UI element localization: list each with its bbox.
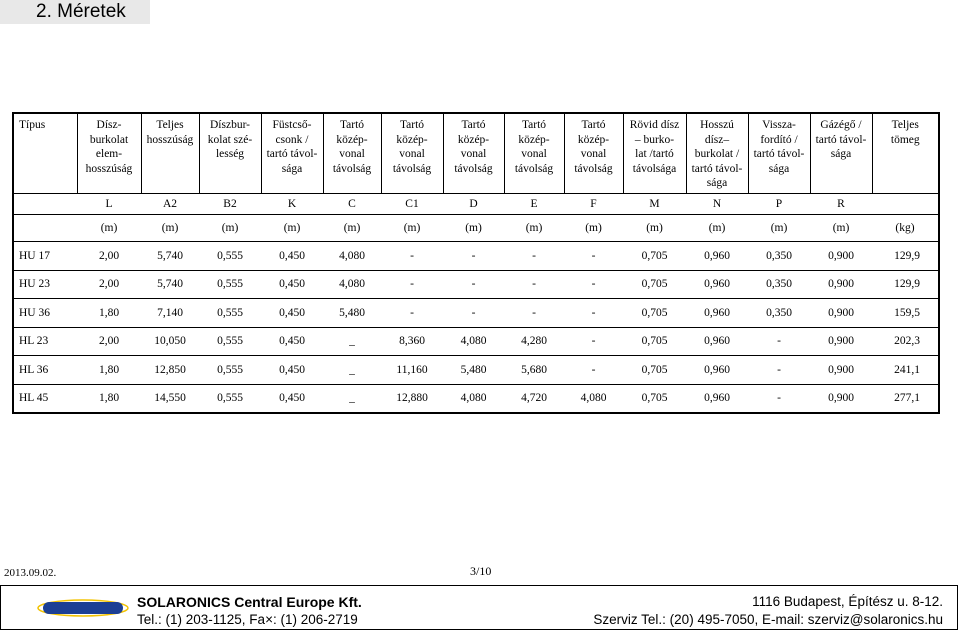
unit-cell: (m) bbox=[564, 215, 623, 242]
table-cell: 0,705 bbox=[623, 327, 686, 356]
table-cell: 5,740 bbox=[141, 270, 199, 299]
column-header bbox=[686, 113, 748, 194]
table-cell: 0,705 bbox=[623, 299, 686, 328]
table-cell: - bbox=[443, 242, 504, 271]
unit-cell: (m) bbox=[810, 215, 872, 242]
table-cell: 0,350 bbox=[748, 242, 810, 271]
model-name: HU 36 bbox=[13, 299, 77, 328]
column-header-line: hosszúság bbox=[85, 162, 133, 175]
table-cell: 0,555 bbox=[199, 270, 261, 299]
table-cell: 129,9 bbox=[872, 270, 939, 299]
table-cell: - bbox=[381, 299, 443, 328]
column-header-line: Díszbur- bbox=[209, 119, 250, 131]
dimension-code: F bbox=[564, 194, 623, 215]
table-cell: 0,960 bbox=[686, 242, 748, 271]
table-cell: _ bbox=[323, 384, 381, 413]
table-cell: 4,280 bbox=[504, 327, 564, 356]
service-contact: Szerviz Tel.: (20) 495-7050, E-mail: szerviz@solaronics.hu bbox=[593, 612, 943, 627]
column-header bbox=[77, 113, 141, 194]
table-cell: 2,00 bbox=[77, 242, 141, 271]
dimension-code: R bbox=[810, 194, 872, 215]
unit-cell: (m) bbox=[77, 215, 141, 242]
table-cell: _ bbox=[323, 356, 381, 385]
model-name: HL 45 bbox=[13, 384, 77, 413]
column-header-line: dísz– bbox=[704, 133, 730, 146]
dimension-code: A2 bbox=[141, 194, 199, 215]
column-header-line: elem- bbox=[95, 148, 123, 160]
table-cell: 4,720 bbox=[504, 384, 564, 413]
table-cell: - bbox=[748, 327, 810, 356]
table-cell: 0,960 bbox=[686, 356, 748, 385]
column-header-line: lesség bbox=[215, 148, 245, 160]
table-cell: 0,555 bbox=[199, 299, 261, 328]
column-header-line: Teljes bbox=[156, 119, 184, 131]
table-cell: - bbox=[564, 242, 623, 271]
unit-cell: (m) bbox=[261, 215, 323, 242]
dimension-code: P bbox=[748, 194, 810, 215]
table-cell: 0,900 bbox=[810, 356, 872, 385]
column-header-line: Vissza- bbox=[762, 119, 796, 131]
column-header bbox=[564, 113, 623, 194]
table-cell: - bbox=[564, 299, 623, 328]
column-header-line: kolat szé- bbox=[207, 133, 253, 146]
column-header-line: lat /tartó bbox=[635, 148, 674, 160]
column-header-line: távolság bbox=[332, 162, 372, 175]
table-cell: 0,555 bbox=[199, 384, 261, 413]
header-row bbox=[13, 113, 939, 194]
table-cell: 0,960 bbox=[686, 270, 748, 299]
table-cell: 0,900 bbox=[810, 327, 872, 356]
column-header bbox=[141, 113, 199, 194]
column-header-line: Füstcső- bbox=[272, 119, 312, 131]
company-name: SOLARONICS Central Europe Kft. bbox=[137, 594, 362, 610]
column-header-line: távolság bbox=[574, 162, 613, 175]
table-cell: 12,880 bbox=[381, 384, 443, 413]
column-header-line: tartó távol- bbox=[691, 162, 743, 175]
column-header-line: távolság bbox=[514, 162, 554, 175]
column-header-line: közép- bbox=[457, 133, 490, 146]
column-header-line: közép- bbox=[518, 133, 550, 146]
column-header-line: távolság bbox=[392, 162, 432, 175]
column-header-line: Dísz- bbox=[96, 119, 122, 131]
column-header-line: tartó távol- bbox=[753, 148, 805, 160]
table-cell: 0,960 bbox=[686, 327, 748, 356]
table-cell: 241,1 bbox=[872, 356, 939, 385]
table-cell: 2,00 bbox=[77, 327, 141, 356]
unit-cell bbox=[13, 215, 77, 242]
unit-cell: (m) bbox=[323, 215, 381, 242]
page-number: 3/10 bbox=[470, 564, 492, 578]
unit-cell: (m) bbox=[686, 215, 748, 242]
column-header-line: sága bbox=[768, 162, 790, 175]
column-header-line: Hosszú bbox=[700, 119, 734, 131]
dimension-code bbox=[13, 194, 77, 215]
table-cell: 5,680 bbox=[504, 356, 564, 385]
column-header-line: távolsága bbox=[632, 162, 677, 175]
column-header-line: hosszúság bbox=[146, 133, 194, 146]
table-cell: - bbox=[748, 356, 810, 385]
table-cell: - bbox=[564, 270, 623, 299]
column-header bbox=[13, 113, 77, 194]
column-header bbox=[323, 113, 381, 194]
unit-row bbox=[13, 215, 939, 242]
table-row bbox=[13, 270, 939, 299]
dimension-code: C1 bbox=[381, 194, 443, 215]
column-header-line: távolság bbox=[454, 162, 493, 175]
table-row bbox=[13, 384, 939, 413]
column-header bbox=[261, 113, 323, 194]
table-cell: 4,080 bbox=[443, 327, 504, 356]
table-cell: - bbox=[504, 242, 564, 271]
table-cell: 0,960 bbox=[686, 299, 748, 328]
column-header-line: Gázégő / bbox=[820, 119, 862, 131]
column-header-line: Teljes bbox=[891, 119, 919, 131]
column-header bbox=[623, 113, 686, 194]
table-cell: 4,080 bbox=[323, 270, 381, 299]
table-cell: 5,480 bbox=[323, 299, 381, 328]
column-header-line: vonal bbox=[580, 148, 607, 160]
table-cell: 202,3 bbox=[872, 327, 939, 356]
column-header-line: burkolat / bbox=[694, 148, 740, 160]
table-cell: 10,050 bbox=[141, 327, 199, 356]
footer-date: 2013.09.02. bbox=[4, 567, 57, 579]
column-header bbox=[504, 113, 564, 194]
column-header-line: tartó távol- bbox=[815, 133, 867, 146]
table-cell: 0,350 bbox=[748, 299, 810, 328]
unit-cell: (m) bbox=[748, 215, 810, 242]
table-cell: 5,480 bbox=[443, 356, 504, 385]
code-row bbox=[13, 194, 939, 215]
model-name: HL 36 bbox=[13, 356, 77, 385]
table-cell: 0,900 bbox=[810, 242, 872, 271]
table-cell: 2,00 bbox=[77, 270, 141, 299]
table-cell: 0,705 bbox=[623, 242, 686, 271]
column-header bbox=[199, 113, 261, 194]
column-header-line: sága bbox=[830, 148, 852, 160]
unit-cell: (kg) bbox=[872, 215, 939, 242]
table-cell: - bbox=[564, 327, 623, 356]
column-header-line: Tartó bbox=[399, 119, 425, 131]
column-header-line: sága bbox=[281, 162, 303, 175]
table-cell: 7,140 bbox=[141, 299, 199, 328]
column-header-line: Tartó bbox=[521, 119, 547, 131]
table-row bbox=[13, 242, 939, 271]
company-address: 1116 Budapest, Építész u. 8-12. bbox=[752, 594, 943, 609]
column-header-line: vonal bbox=[339, 148, 365, 160]
table-cell: - bbox=[504, 270, 564, 299]
table-cell: 0,705 bbox=[623, 356, 686, 385]
unit-cell: (m) bbox=[443, 215, 504, 242]
column-header-line: Tartó bbox=[581, 119, 606, 131]
table-cell: 0,705 bbox=[623, 270, 686, 299]
dimension-code: L bbox=[77, 194, 141, 215]
table-cell: 0,960 bbox=[686, 384, 748, 413]
column-header-line: tartó távol- bbox=[266, 148, 318, 160]
column-header-line: burkolat bbox=[89, 133, 129, 146]
table-cell: - bbox=[381, 242, 443, 271]
column-header-line: közép- bbox=[396, 133, 428, 146]
table-cell: 12,850 bbox=[141, 356, 199, 385]
table-cell: 129,9 bbox=[872, 242, 939, 271]
table-cell: - bbox=[381, 270, 443, 299]
dimension-code: N bbox=[686, 194, 748, 215]
table-cell: 1,80 bbox=[77, 384, 141, 413]
table-cell: 1,80 bbox=[77, 299, 141, 328]
solaronics-logo-icon bbox=[37, 599, 129, 617]
column-header bbox=[443, 113, 504, 194]
table-cell: 159,5 bbox=[872, 299, 939, 328]
column-header-line: – burko- bbox=[634, 133, 675, 146]
column-header-line: Rövid dísz bbox=[629, 119, 680, 131]
column-header-line: csonk / bbox=[275, 133, 309, 146]
table-cell: 0,350 bbox=[748, 270, 810, 299]
table-row bbox=[13, 327, 939, 356]
model-name: HL 23 bbox=[13, 327, 77, 356]
column-header-line: közép- bbox=[577, 133, 610, 146]
section-heading: 2. Méretek bbox=[0, 0, 150, 24]
dimension-code: D bbox=[443, 194, 504, 215]
table-cell: 4,080 bbox=[443, 384, 504, 413]
footer-contact-box bbox=[0, 585, 958, 630]
model-name: HU 17 bbox=[13, 242, 77, 271]
dimension-code: B2 bbox=[199, 194, 261, 215]
column-header-line: tömeg bbox=[890, 133, 920, 146]
table-cell: 1,80 bbox=[77, 356, 141, 385]
unit-cell: (m) bbox=[381, 215, 443, 242]
column-header-line: Tartó bbox=[461, 119, 486, 131]
table-cell: 0,450 bbox=[261, 270, 323, 299]
dimension-code: M bbox=[623, 194, 686, 215]
table-cell: 5,740 bbox=[141, 242, 199, 271]
column-header bbox=[748, 113, 810, 194]
table-row bbox=[13, 299, 939, 328]
column-header bbox=[872, 113, 939, 194]
unit-cell: (m) bbox=[623, 215, 686, 242]
table-cell: 277,1 bbox=[872, 384, 939, 413]
column-header-line: vonal bbox=[399, 148, 425, 160]
table-row bbox=[13, 356, 939, 385]
table-cell: 0,900 bbox=[810, 299, 872, 328]
table-cell: 0,450 bbox=[261, 242, 323, 271]
column-header-line: vonal bbox=[521, 148, 547, 160]
table-cell: 0,705 bbox=[623, 384, 686, 413]
dimension-code: C bbox=[323, 194, 381, 215]
company-phone: Tel.: (1) 203-1125, Fa×: (1) 206-2719 bbox=[137, 612, 358, 627]
column-header-line: sága bbox=[706, 177, 728, 189]
table-cell: - bbox=[504, 299, 564, 328]
unit-cell: (m) bbox=[199, 215, 261, 242]
column-header-line: fordító / bbox=[760, 133, 798, 146]
table-cell: _ bbox=[323, 327, 381, 356]
dimension-code: K bbox=[261, 194, 323, 215]
dimensions-table bbox=[12, 112, 940, 414]
unit-cell: (m) bbox=[141, 215, 199, 242]
table-cell: 0,450 bbox=[261, 356, 323, 385]
column-header bbox=[810, 113, 872, 194]
table-cell: 0,555 bbox=[199, 242, 261, 271]
table-cell: 4,080 bbox=[564, 384, 623, 413]
dimension-code: E bbox=[504, 194, 564, 215]
table-cell: 11,160 bbox=[381, 356, 443, 385]
table-cell: 0,450 bbox=[261, 384, 323, 413]
dimension-code bbox=[872, 194, 939, 215]
solaronics-logo bbox=[37, 599, 129, 617]
table-cell: 14,550 bbox=[141, 384, 199, 413]
table-cell: 0,450 bbox=[261, 299, 323, 328]
column-header-line: Típus bbox=[19, 119, 46, 131]
column-header-line: vonal bbox=[460, 148, 487, 160]
table-cell: 4,080 bbox=[323, 242, 381, 271]
unit-cell: (m) bbox=[504, 215, 564, 242]
table-cell: - bbox=[443, 299, 504, 328]
model-name: HU 23 bbox=[13, 270, 77, 299]
table-cell: - bbox=[564, 356, 623, 385]
table-cell: 0,555 bbox=[199, 327, 261, 356]
table-cell: - bbox=[748, 384, 810, 413]
column-header-line: Tartó bbox=[339, 119, 365, 131]
column-header-line: közép- bbox=[336, 133, 368, 146]
table-cell: 0,450 bbox=[261, 327, 323, 356]
column-header bbox=[381, 113, 443, 194]
table-cell: - bbox=[443, 270, 504, 299]
table-cell: 0,900 bbox=[810, 270, 872, 299]
table-cell: 8,360 bbox=[381, 327, 443, 356]
table-cell: 0,555 bbox=[199, 356, 261, 385]
table-cell: 0,900 bbox=[810, 384, 872, 413]
